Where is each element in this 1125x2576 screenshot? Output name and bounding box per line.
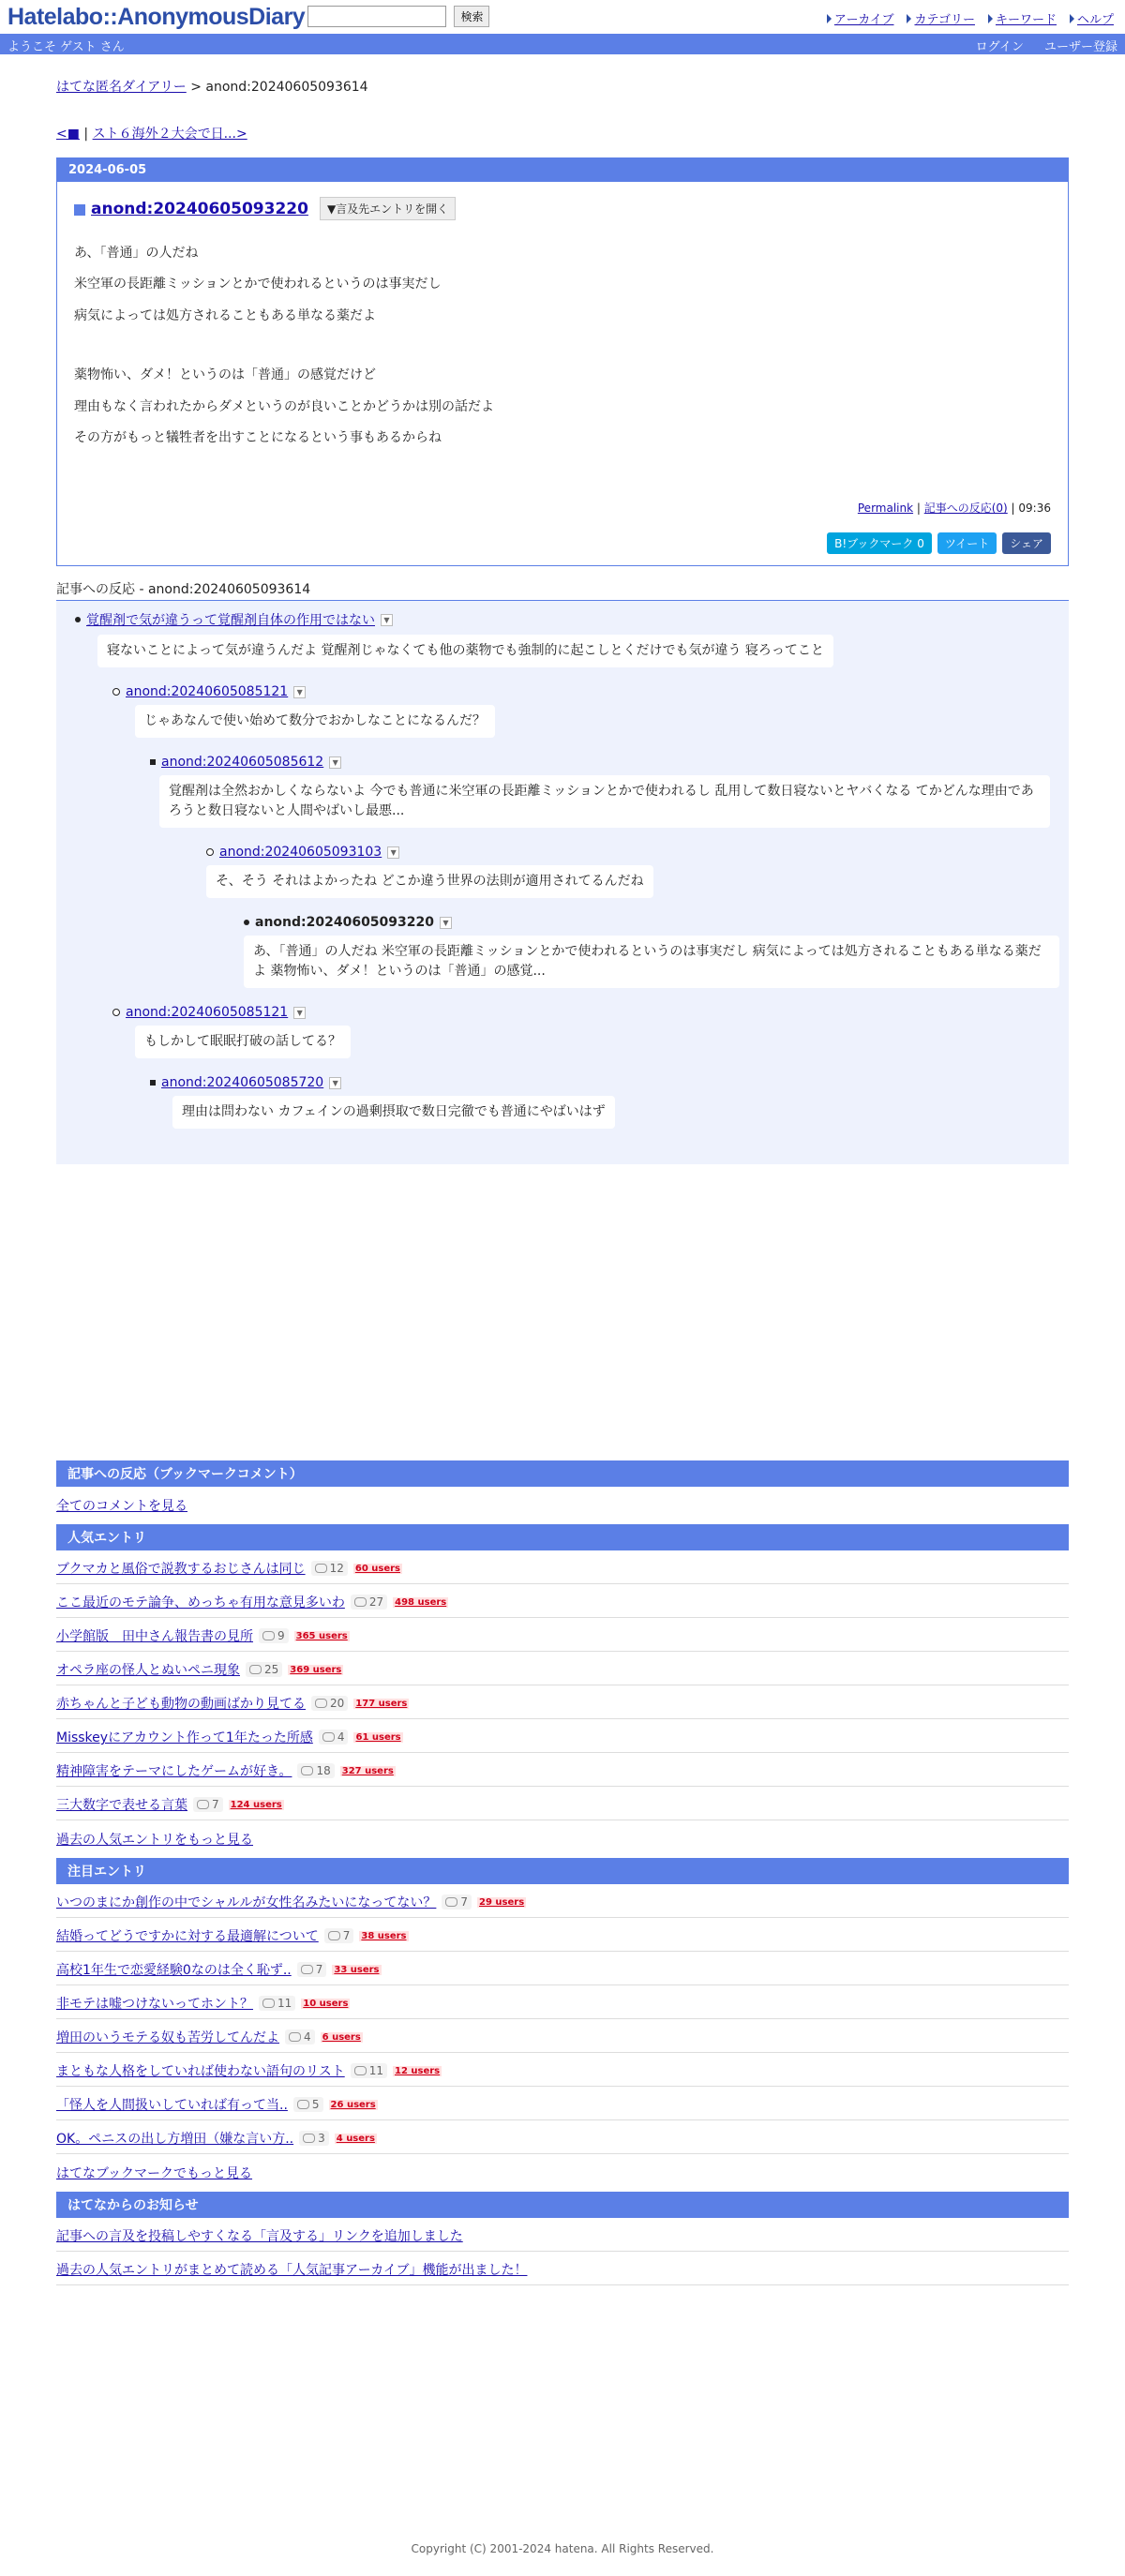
reaction-node xyxy=(150,755,1069,837)
comment-count[interactable] xyxy=(293,2097,323,2112)
site-logo[interactable]: Hatelabo::AnonymousDiary xyxy=(8,4,306,30)
comment-icon xyxy=(289,2032,301,2042)
next-entry-link[interactable]: スト６海外２大会で日...> xyxy=(92,127,248,142)
search-input[interactable] xyxy=(308,6,446,27)
entry-line: あ、「普通」の人だね xyxy=(74,246,199,261)
entry-list-title[interactable]: 三大数字で表せる言葉 xyxy=(56,1798,188,1814)
comment-count-value: 9 xyxy=(278,1629,285,1643)
entry-list-title[interactable]: 小学館版 田中さん報告書の見所 xyxy=(56,1629,253,1645)
comment-icon xyxy=(197,1800,209,1809)
all-comments-link[interactable]: 全てのコメントを見る xyxy=(56,1499,188,1515)
bookmark-users-badge[interactable]: 38 users xyxy=(361,1930,407,1941)
open-referenced-button[interactable]: ▼言及先エントリを開く xyxy=(320,197,456,220)
breadcrumb-separator: > xyxy=(186,80,206,95)
bullet-icon xyxy=(150,759,156,765)
expand-toggle-icon[interactable]: ▼ xyxy=(440,917,452,929)
expand-toggle-icon[interactable]: ▼ xyxy=(387,846,399,859)
entry-list-row xyxy=(56,1952,1069,1985)
comment-count[interactable] xyxy=(351,1595,387,1610)
entry-list-title[interactable]: 結婚ってどうですかに対する最適解について xyxy=(56,1929,319,1945)
bookmark-users-badge[interactable]: 60 users xyxy=(354,1563,401,1574)
comment-icon xyxy=(303,2134,315,2143)
share-buttons xyxy=(57,516,1068,565)
entry-list-row xyxy=(56,2087,1069,2120)
top-bar xyxy=(0,0,1125,34)
comment-icon xyxy=(262,1999,275,2008)
popular-section-title: 人気エントリ xyxy=(56,1524,1069,1550)
comment-count[interactable] xyxy=(324,1928,354,1943)
comment-count-value: 7 xyxy=(212,1798,219,1812)
news-section-title: はてなからのお知らせ xyxy=(56,2192,1069,2218)
entry-list-title[interactable]: Misskeyにアカウント作って1年たった所感 xyxy=(56,1730,313,1746)
welcome-text: ようこそ ゲスト さん xyxy=(8,40,125,54)
entry-footer: Permalink | 記事への反応(0) | 09:36 xyxy=(857,502,1051,516)
expand-toggle-icon[interactable]: ▼ xyxy=(381,614,393,626)
reaction-text: じゃあなんで使い始めて数分でおかしなことになるんだ？ xyxy=(135,705,495,738)
entry-list-title[interactable]: いつのまにか創作の中でシャルルが女性名みたいになってない？ xyxy=(56,1895,437,1911)
comment-count[interactable] xyxy=(442,1895,472,1910)
comment-icon xyxy=(354,1597,367,1607)
comment-count-value: 5 xyxy=(311,2098,320,2112)
bookmark-section-title: 記事への反応（ブックマークコメント） xyxy=(56,1460,1069,1487)
bullet-icon xyxy=(75,617,81,622)
comment-count[interactable] xyxy=(246,1662,282,1677)
entry-list-title[interactable]: OK。ペニスの出し方増田（嫌な言い方.. xyxy=(56,2132,294,2148)
comment-icon xyxy=(315,1699,327,1708)
bookmark-users-badge[interactable]: 177 users xyxy=(355,1698,408,1709)
entry-line: その方がもっと犠牲者を出すことになるという事もあるからね xyxy=(74,429,442,445)
bookmark-users-badge[interactable]: 29 users xyxy=(479,1896,525,1908)
comment-count-value: 4 xyxy=(337,1730,345,1745)
entry-title[interactable]: anond:20240605093220 xyxy=(91,199,308,218)
permalink[interactable]: Permalink xyxy=(857,502,914,516)
comment-icon xyxy=(249,1665,262,1674)
reaction-node xyxy=(244,915,1069,997)
reaction-text: 理由は問わない カフェインの過剰摂取で数日完徹でも普通にやばいはず xyxy=(172,1096,615,1129)
entry-box xyxy=(56,157,1069,566)
bookmark-users-badge[interactable]: 327 users xyxy=(341,1765,394,1776)
entry-body xyxy=(57,220,1068,448)
comment-icon xyxy=(445,1897,458,1907)
notable-more-link[interactable]: はてなブックマークでもっと見る xyxy=(56,2166,253,2182)
comment-count-value: 3 xyxy=(318,2132,325,2146)
comment-count-value: 7 xyxy=(342,1929,351,1943)
comment-count[interactable] xyxy=(299,2131,329,2146)
entry-list-row xyxy=(56,2019,1069,2053)
reaction-title[interactable]: 覚醒剤で気が違うって覚醒剤自体の作用ではない xyxy=(86,613,375,629)
notable-list xyxy=(56,1884,1069,2154)
bookmark-users-badge[interactable]: 12 users xyxy=(395,2065,441,2076)
comment-icon xyxy=(322,1732,335,1742)
bookmark-users-badge[interactable]: 124 users xyxy=(230,1799,282,1810)
comment-count[interactable] xyxy=(259,1996,295,2011)
reaction-node xyxy=(150,1075,1069,1138)
popular-more-link[interactable]: 過去の人気エントリをもっと見る xyxy=(56,1833,253,1849)
reaction-tree xyxy=(56,601,1069,1164)
bookmark-users-badge[interactable]: 61 users xyxy=(355,1731,401,1743)
comment-count[interactable] xyxy=(351,2063,387,2078)
reactions-title: 記事への反応 - anond:20240605093614 xyxy=(56,579,1069,601)
bullet-icon xyxy=(112,1009,120,1016)
comment-icon xyxy=(262,1631,275,1640)
entry-list-title[interactable]: まともな人格をしていれば使わない語句のリスト xyxy=(56,2064,345,2080)
reaction-node xyxy=(206,845,1069,907)
entry-list-row xyxy=(56,1618,1069,1652)
bookmark-button[interactable]: B!ブックマーク 0 xyxy=(827,532,932,554)
comment-count[interactable] xyxy=(297,1962,327,1977)
reaction-title[interactable]: anond:20240605085612 xyxy=(161,755,324,771)
expand-toggle-icon[interactable]: ▼ xyxy=(329,756,341,769)
bullet-icon xyxy=(206,848,214,856)
ad-space xyxy=(56,1164,1069,1445)
tweet-button[interactable]: ツイート xyxy=(938,532,997,554)
breadcrumb-current: anond:20240605093614 xyxy=(205,80,368,95)
reaction-node xyxy=(75,610,1069,677)
reaction-text: もしかして眠眠打破の話してる？ xyxy=(135,1026,351,1058)
facebook-share-button[interactable]: シェア xyxy=(1002,532,1051,554)
comment-count-value: 20 xyxy=(330,1697,345,1711)
entry-list-title[interactable]: オペラ座の怪人とぬいペニ現象 xyxy=(56,1663,240,1679)
entry-line: 薬物怖い、ダメ！というのは「普通」の感覚だけど xyxy=(74,367,376,383)
comment-count[interactable] xyxy=(297,1763,334,1778)
entry-line: 病気によっては処方されることもある単なる薬だよ xyxy=(74,307,376,323)
bookmark-users-badge[interactable]: 33 users xyxy=(334,1964,380,1975)
comment-count[interactable] xyxy=(319,1730,349,1745)
entry-list-row xyxy=(56,1685,1069,1719)
entry-line: 米空軍の長距離ミッションとかで使われるというのは事実だし xyxy=(74,277,442,292)
bookmark-users-badge[interactable]: 365 users xyxy=(295,1630,348,1641)
comment-icon xyxy=(328,1931,340,1940)
notable-section-title: 注目エントリ xyxy=(56,1858,1069,1884)
entry-time: 09:36 xyxy=(1018,502,1051,516)
entry-list-title[interactable]: 「怪人を人間扱いしていれば有って当.. xyxy=(56,2098,288,2114)
nav-keyword[interactable]: キーワード xyxy=(988,9,1057,27)
reaction-title[interactable]: anond:20240605085121 xyxy=(126,684,289,700)
user-bar xyxy=(0,34,1125,54)
comment-count-value: 27 xyxy=(368,1595,384,1610)
search-form xyxy=(308,6,489,27)
entry-list-row xyxy=(56,1985,1069,2019)
reaction-text: 寝ないことによって気が違うんだよ 覚醒剤じゃなくても他の薬物でも強制的に起こしとくだけでも気が違う 寝ろってこと xyxy=(98,635,833,667)
comment-count-value: 7 xyxy=(315,1963,323,1977)
entry-list-row xyxy=(56,2120,1069,2154)
nav-help[interactable]: ヘルプ xyxy=(1070,9,1114,27)
comment-count-value: 25 xyxy=(264,1663,279,1677)
comment-count[interactable] xyxy=(259,1628,289,1643)
footer-copyright: Copyright (C) 2001-2024 hatena. All Rights Reserved. xyxy=(411,2542,714,2555)
comment-icon xyxy=(354,2066,367,2075)
entry-list-title[interactable]: 精神障害をテーマにしたゲームが好き。 xyxy=(56,1764,292,1780)
bookmark-users-badge[interactable]: 369 users xyxy=(290,1664,342,1675)
nav-archive[interactable]: アーカイブ xyxy=(827,9,894,27)
entry-list-row xyxy=(56,1550,1069,1584)
bullet-icon xyxy=(244,920,249,925)
reaction-text: 覚醒剤は全然おかしくならないよ 今でも普通に米空軍の長距離ミッションとかで使われるし 乱用して数日寝ないとヤバくなる てかどんな理由であろうと数日寝ないと人間やばいし最悪... xyxy=(159,775,1050,828)
bookmark-users-badge[interactable]: 4 users xyxy=(336,2133,375,2144)
news-item[interactable]: 記事への言及を投稿しやすくなる「言及する」リンクを追加しました xyxy=(56,2229,463,2245)
reactions-link[interactable]: 記事への反応(0) xyxy=(923,502,1008,516)
bookmark-users-badge[interactable]: 498 users xyxy=(395,1596,447,1608)
bullet-icon xyxy=(150,1080,156,1086)
search-button[interactable]: 検索 xyxy=(454,6,489,27)
entry-pager xyxy=(56,124,1069,142)
reaction-node xyxy=(112,684,1069,747)
comment-count-value: 12 xyxy=(329,1562,344,1576)
login-link[interactable]: ログイン xyxy=(975,40,1024,54)
expand-toggle-icon[interactable]: ▼ xyxy=(293,1007,306,1019)
comment-icon xyxy=(315,1564,327,1573)
comment-count-value: 11 xyxy=(368,2064,383,2078)
top-nav xyxy=(827,9,1114,27)
breadcrumb-home[interactable]: はてな匿名ダイアリー xyxy=(56,80,187,95)
bullet-icon xyxy=(112,688,120,696)
comment-icon xyxy=(301,1766,313,1775)
prev-entry-link[interactable]: <■ xyxy=(56,127,80,142)
entry-list-title[interactable]: 赤ちゃんと子ども動物の動画ばかり見てる xyxy=(56,1697,306,1713)
comment-icon xyxy=(297,2100,309,2109)
expand-toggle-icon[interactable]: ▼ xyxy=(329,1077,341,1089)
reaction-text: そ、そう それはよかったね どこか違う世界の法則が適用されてるんだね xyxy=(206,865,653,898)
comment-count[interactable] xyxy=(311,1696,348,1711)
comment-count-value: 18 xyxy=(316,1764,331,1778)
entry-list-title[interactable]: ブクマカと風俗で説教するおじさんは同じ xyxy=(56,1562,306,1578)
entry-list-row xyxy=(56,1719,1069,1753)
comment-count-value: 7 xyxy=(460,1895,469,1910)
entry-list-title[interactable]: ここ最近のモテ論争、めっちゃ有用な意見多いわ xyxy=(56,1595,345,1611)
entry-list-title[interactable]: 非モテは嘘つけないってホント？ xyxy=(56,1997,253,2013)
comment-icon xyxy=(301,1965,313,1974)
pager-separator: | xyxy=(79,127,93,142)
entry-list-title[interactable]: 高校1年生で恋愛経験0なのは全く恥ず.. xyxy=(56,1963,292,1979)
comment-count[interactable] xyxy=(311,1561,348,1576)
news-item[interactable]: 過去の人気エントリがまとめて読める「人気記事アーカイブ」機能が出ました！ xyxy=(56,2263,528,2279)
expand-toggle-icon[interactable]: ▼ xyxy=(293,686,306,698)
bookmark-users-badge[interactable]: 6 users xyxy=(322,2031,361,2043)
square-icon xyxy=(74,204,85,216)
entry-date: 2024-06-05 xyxy=(57,158,1068,182)
bookmark-users-badge[interactable]: 26 users xyxy=(330,2099,376,2110)
reaction-title[interactable]: anond:20240605085720 xyxy=(161,1075,324,1091)
entry-list-row xyxy=(56,1753,1069,1787)
entry-list-title[interactable]: 増田のいうモテる奴も苦労してんだよ xyxy=(56,2030,279,2046)
comment-count[interactable] xyxy=(193,1797,223,1812)
entry-list-row xyxy=(56,1584,1069,1618)
comment-count-value: 11 xyxy=(278,1997,292,2011)
comment-count-value: 4 xyxy=(304,2030,311,2044)
breadcrumb xyxy=(56,77,1069,96)
entry-list-row xyxy=(56,1787,1069,1820)
reaction-title[interactable]: anond:20240605093103 xyxy=(219,845,382,861)
register-link[interactable]: ユーザー登録 xyxy=(1043,40,1118,54)
entry-header xyxy=(57,182,1068,220)
entry-list-row xyxy=(56,1884,1069,1918)
comment-count[interactable] xyxy=(285,2029,315,2044)
main-content xyxy=(56,54,1069,2285)
popular-list xyxy=(56,1550,1069,1820)
reaction-title-current: anond:20240605093220 xyxy=(255,915,434,931)
entry-list-row xyxy=(56,1652,1069,1685)
entry-list-row xyxy=(56,1918,1069,1952)
bookmark-users-badge[interactable]: 10 users xyxy=(303,1998,349,2009)
reaction-text: あ、「普通」の人だね 米空軍の長距離ミッションとかで使われるというのは事実だし 病気によっては処方されることもある単なる薬だよ 薬物怖い、ダメ！というのは「普通」の感覚... xyxy=(244,936,1059,988)
reaction-node xyxy=(112,1005,1069,1068)
entry-list-row xyxy=(56,2053,1069,2087)
nav-category[interactable]: カテゴリー xyxy=(907,9,974,27)
entry-line: 理由もなく言われたからダメというのが良いことかどうかは別の話だよ xyxy=(74,398,494,414)
reaction-title[interactable]: anond:20240605085121 xyxy=(126,1005,289,1021)
